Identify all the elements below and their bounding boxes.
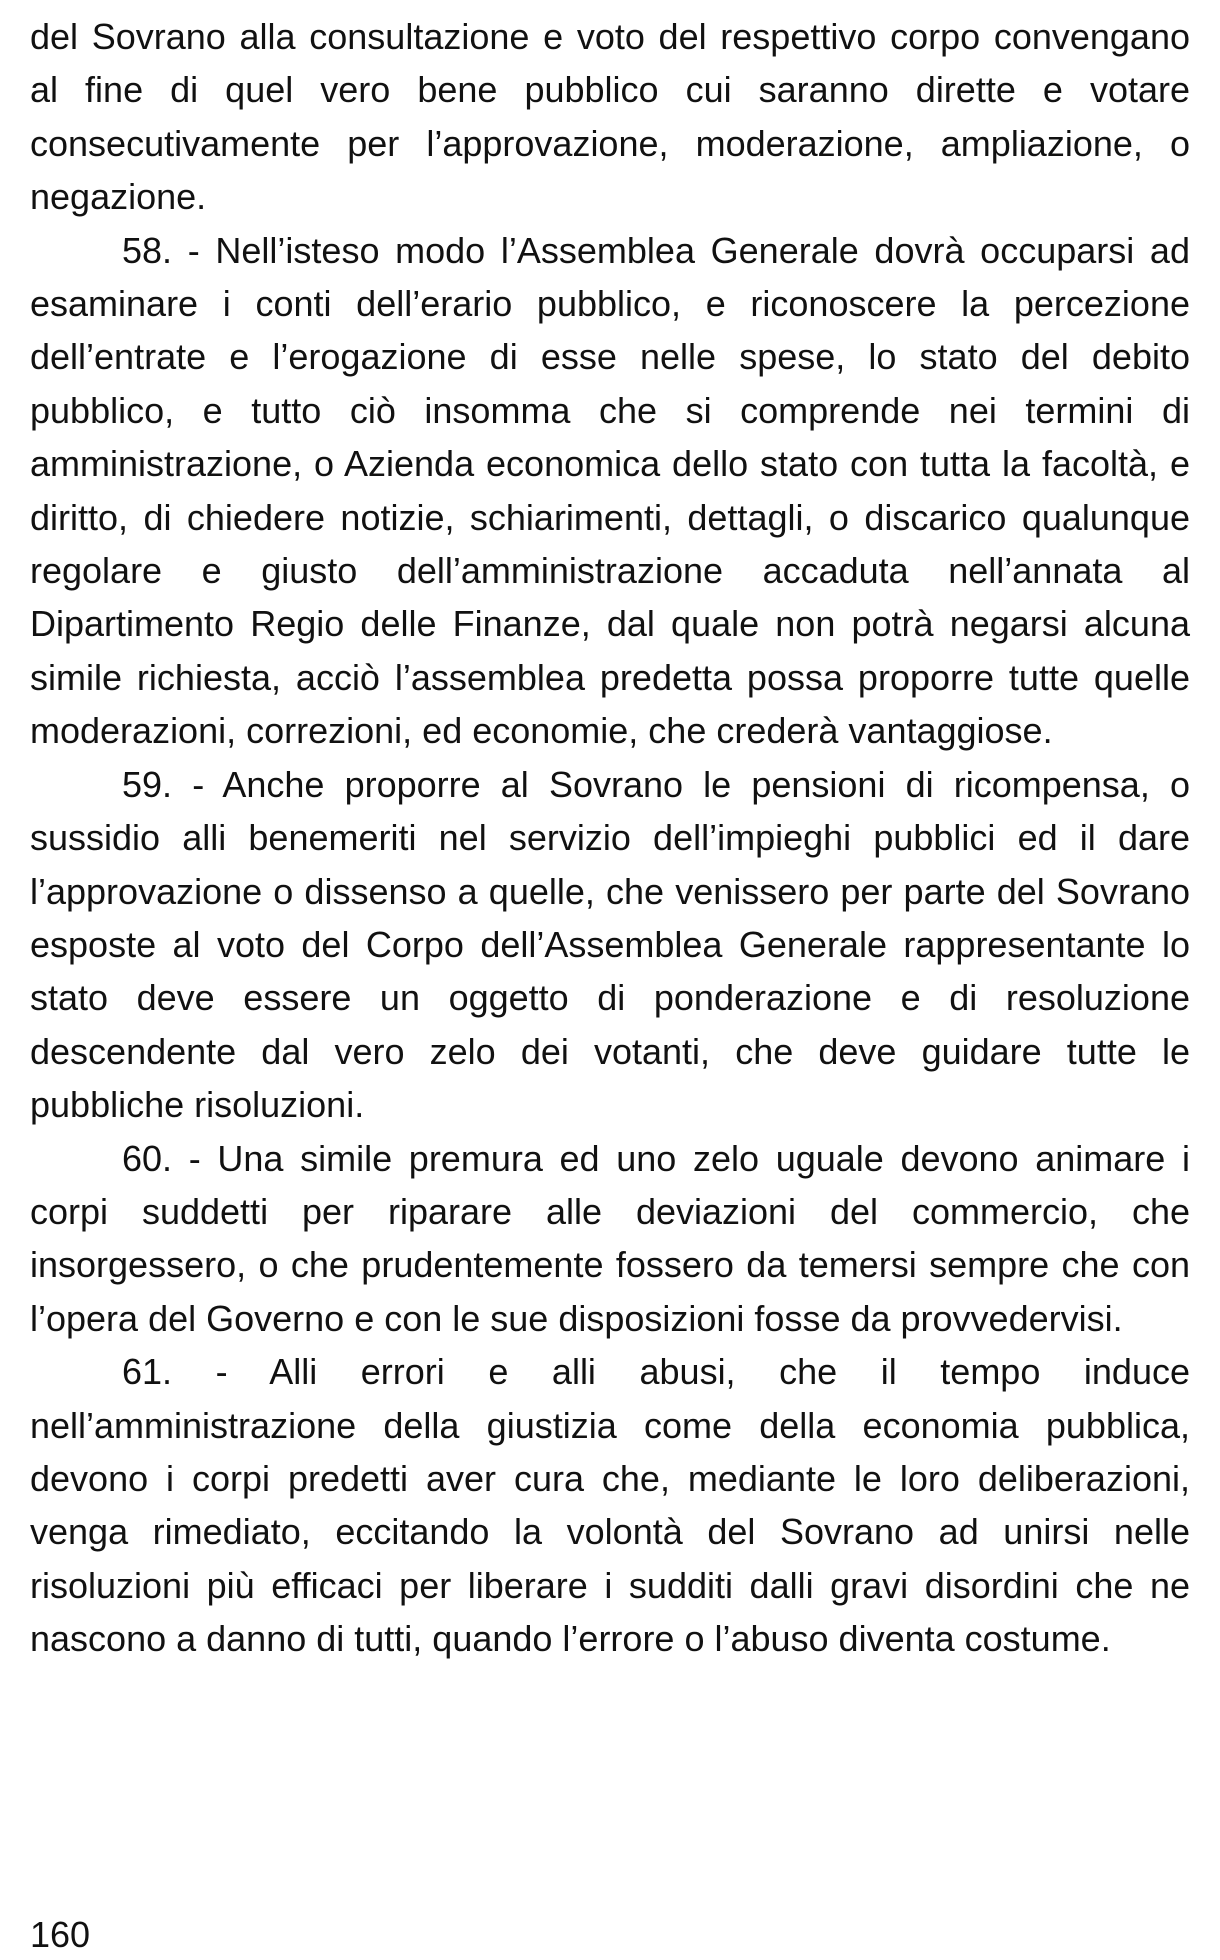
article-number: 59. bbox=[122, 763, 173, 805]
document-body bbox=[30, 10, 1190, 1666]
article-number: 58. bbox=[122, 229, 173, 271]
paragraph-60 bbox=[30, 1132, 1190, 1346]
paragraph-58 bbox=[30, 224, 1190, 758]
paragraph-text: - Alli errori e alli abusi, che il tempo induce nell’amministrazione della giustizia come della economia pubblica, devono i corpi predetti aver cura che, mediante le loro deliberazioni, venga rimediato, eccitando la volontà del Sovrano ad unirsi nelle risoluzioni più efficaci per liberare i sudditi dalli gravi disordini che ne nascono a danno di tutti, quando l’errore o l’abuso diventa costume. bbox=[30, 1351, 1190, 1660]
page-number: 160 bbox=[30, 1914, 91, 1955]
article-number: 60. bbox=[122, 1137, 173, 1179]
paragraph-text: del Sovrano alla consultazione e voto del respettivo corpo convengano al fine di quel vero bene pubblico cui saranno dirette e votare consecutivamente per l’approvazione, moderazione, ampliazione, o negazione. bbox=[30, 16, 1190, 218]
article-number: 61. bbox=[122, 1351, 173, 1393]
paragraph-text: - Una simile premura ed uno zelo uguale devono animare i corpi suddetti per riparare alle deviazioni del commercio, che insorgessero, o che prudentemente fossero da temersi sempre che con l’opera del Governo e con le sue disposizioni fosse da provvedervisi. bbox=[30, 1137, 1190, 1339]
paragraph-continuation bbox=[30, 10, 1190, 224]
paragraph-text: - Nell’isteso modo l’Assemblea Generale dovrà occuparsi ad esaminare i conti dell’erario pubblico, e riconoscere la percezione dell’entrate e l’erogazione di esse nelle spese, lo stato del debito pubblico, e tutto ciò insomma che si comprende nei termini di amministrazione, o Azienda economica dello stato con tutta la facoltà, e diritto, di chiedere notizie, schiarimenti, dettagli, o discarico qualunque regolare e giusto dell’amministrazione accaduta nell’annata al Dipartimento Regio delle Finanze, dal quale non potrà negarsi alcuna simile richiesta, acciò l’assemblea predetta possa proporre tutte quelle moderazioni, correzioni, ed economie, che crederà vantaggiose. bbox=[30, 229, 1190, 752]
paragraph-text: - Anche proporre al Sovrano le pensioni di ricompensa, o sussidio alli benemeriti nel servizio dell’impieghi pubblici ed il dare l’approvazione o dissenso a quelle, che venissero per parte del Sovrano esposte al voto del Corpo dell’Assemblea Generale rappresentante lo stato deve essere un oggetto di ponderazione e di resoluzione descendente dal vero zelo dei votanti, che deve guidare tutte le pubbliche risoluzioni. bbox=[30, 763, 1190, 1126]
paragraph-61 bbox=[30, 1345, 1190, 1665]
paragraph-59 bbox=[30, 758, 1190, 1132]
